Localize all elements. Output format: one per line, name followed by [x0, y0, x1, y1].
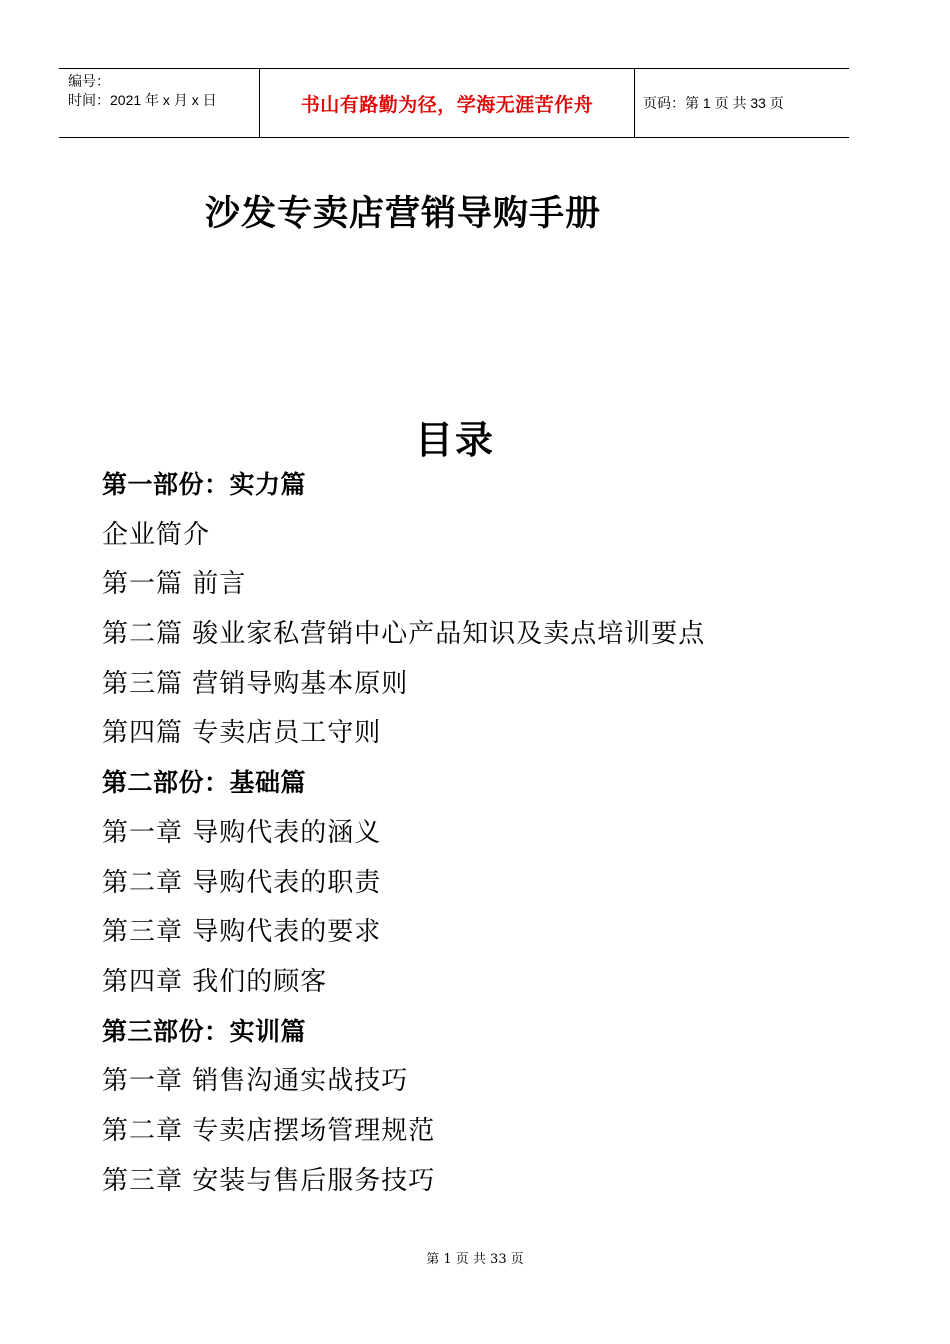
motto-text: 书山有路勤为径，学海无涯苦作舟: [300, 93, 594, 116]
toc-entry: 第三章 导购代表的要求: [102, 917, 382, 948]
toc-entry: 第三篇 营销导购基本原则: [102, 668, 409, 699]
toc-entry: 第四章 我们的顾客: [102, 966, 328, 997]
toc-part-heading: 第三部份：实训篇: [102, 1016, 307, 1046]
toc-entry: 第一篇 前言: [102, 569, 247, 600]
page-header: [59, 68, 849, 138]
toc-entry: 第一章 导购代表的涵义: [102, 817, 382, 848]
toc-entry: 第四篇 专卖店员工守则: [102, 718, 382, 749]
toc-part-heading: 第一部份：实力篇: [102, 470, 307, 499]
table-of-contents: [102, 464, 705, 1209]
toc-entry: 第二篇 骏业家私营销中心产品知识及卖点培训要点: [102, 619, 706, 650]
toc-entry: 第二章 导购代表的职责: [102, 867, 382, 898]
page-footer: 第 1 页 共 33 页: [426, 1252, 524, 1267]
page-code: 页码：第 1 页 共 33 页: [643, 95, 784, 111]
toc-heading: 目录: [414, 418, 495, 462]
header-meta-cell: [59, 69, 259, 137]
toc-entry: 企业简介: [102, 519, 211, 550]
header-motto-cell: [259, 69, 635, 137]
header-page-cell: [635, 69, 849, 137]
document-title: 沙发专卖店营销导购手册: [205, 193, 602, 234]
toc-entry: 第二章 专卖店摆场管理规范: [102, 1115, 436, 1146]
date-line: 时间：2021 年 x 月 x 日: [68, 92, 217, 108]
toc-entry: 第一章 销售沟通实战技巧: [102, 1066, 409, 1097]
toc-entry: 第三章 安装与售后服务技巧: [102, 1165, 436, 1196]
toc-part-heading: 第二部份：基础篇: [102, 768, 307, 798]
serial-label: 编号：: [68, 73, 110, 89]
